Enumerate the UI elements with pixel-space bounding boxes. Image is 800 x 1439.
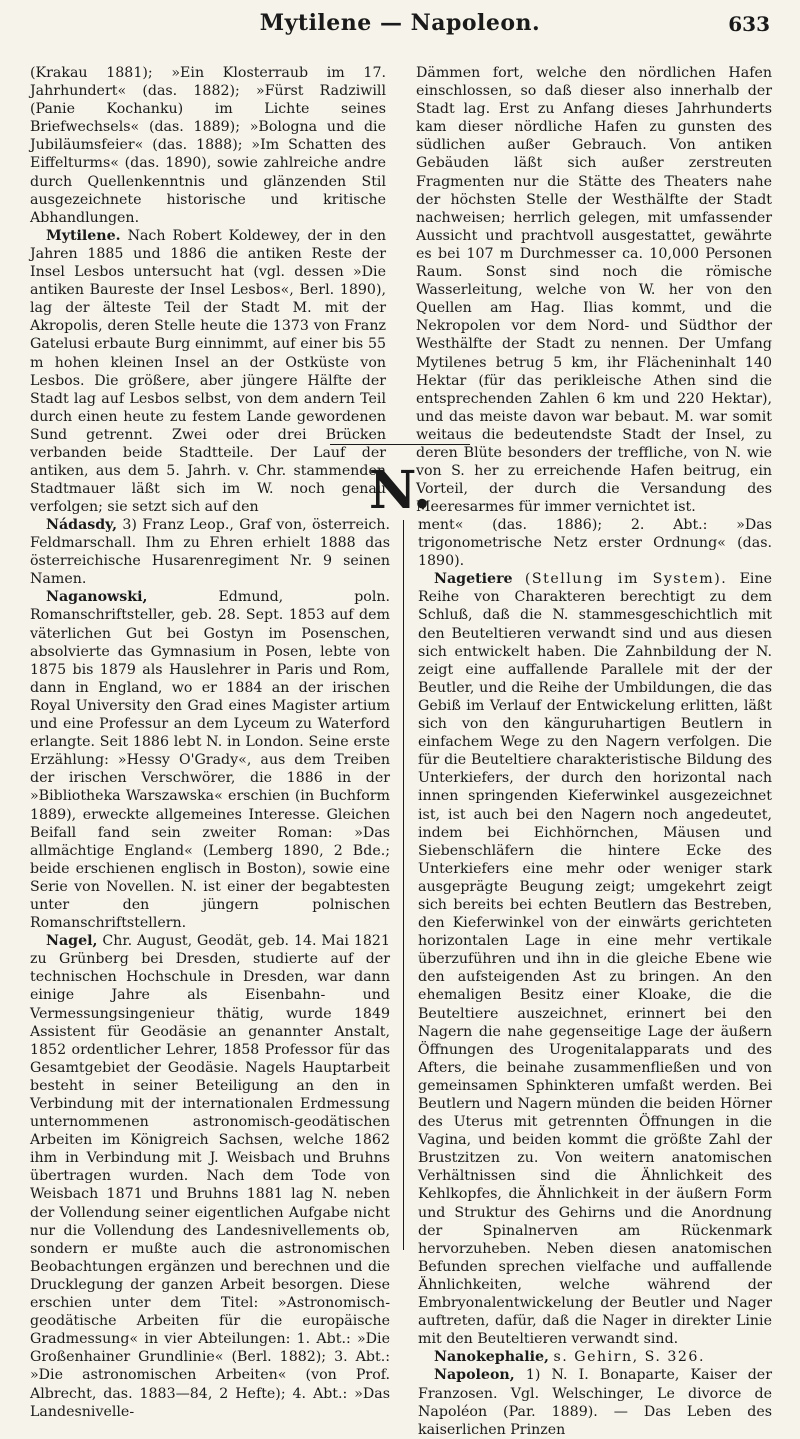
entry-nagel	[30, 932, 390, 1421]
column-rule	[403, 520, 404, 1250]
top-right-column	[416, 64, 772, 516]
continuation-paragraph: Dämmen fort, welche den nördlichen Hafen einschlossen, so daß dieser also innerhalb der Stadt lag. Erst zu Anfang dieses Jahrhunderts kam dieser nördliche Hafen zu gunsten des südlichen außer Gebrauch. Von antiken Gebäuden läßt sich außer zerstreuten Fragmenten nur die Stätte des Theaters nahe der höchsten Stelle der Westhälfte der Stadt nachweisen; herrlich gelegen, mit umfassender Aussicht und prachtvoll ausgestattet, gewährte es bei 107 m Durchmesser ca. 10,000 Personen Raum. Sonst sind noch die römische Wasserleitung, welche von W. her von den Quellen am Hag. Ilias kommt, und die Nekropolen vor dem Nord- und Südthor der Westhälfte der Stadt zu nennen. Der Umfang Mytilenes betrug 5 km, ihr Flächeninhalt 140 Hektar (für das perikleische Athen sind die entsprechenden Zahlen 6 km und 220 Hektar), und das meiste davon war bebaut. M. war somit weitaus die bedeutendste Stadt der Insel, zu deren Blüte besonders der treffliche, von N. wie von S. her zu erreichende Hafen beitrug, ein Vorteil, der durch die Versandung des Meeresarmes für immer vernichtet ist.	[416, 65, 772, 516]
entry-nadasdy	[30, 516, 390, 588]
entry-text: Eine Reihe von Charakteren berechtigt zu dem Schluß, daß die N. stammesgeschichtlich mit den Beuteltieren verwandt sind und aus diesen sich entwickelt haben. Die Zahnbildung der N. zeigt eine auffallende Parallele mit der der Beutler, und die Reihe der Umbildungen, die das Gebiß im Verlauf der Entwickelung erlitten, läßt sich von den känguruhartigen Beutlern in einfachem Wege zu den Nagern verfolgen. Die für die Beuteltiere charakteristische Bildung des Unterkiefers, der durch den horizontal nach innen springenden Kieferwinkel ausgezeichnet ist, ist auch bei den Nagern noch angedeutet, indem bei Eichhörnchen, Mäusen und Siebenschläfern die hintere Ecke des Unterkiefers eine mehr oder weniger stark ausgeprägte Beugung zeigt; umgekehrt zeigt sich bereits bei echten Beutlern das Bestreben, den Kieferwinkel von der einwärts gerichteten horizontalen Lage in eine mehr vertikale überzuführen und ihn in die gleiche Ebene wie den aufsteigenden Ast zu bringen. An den ehemaligen Besitz einer Kloake, die die Beuteltiere auszeichnet, erinnert bei den Nagern die nahe gegenseitige Lage der äußern Öffnungen des Urogenitalapparats und des Afters, die beinahe zusammenfließen und von gemeinsamen Sphinkteren umfaßt werden. Bei Beutlern und Nagern münden die beiden Hörner des Uterus mit getrennten Öffnungen in die Vagina, und beiden kommt die größte Zahl der Brustzitzen zu. Von weitern anatomischen Verhältnissen sind die Ähnlichkeit des Kehlkopfes, die Ähnlichkeit in der äußern Form und Struktur des Gehirns und die Anordnung der Spinalnerven am Rückenmark hervorzuheben. Neben diesen anatomischen Befunden sprechen vielfache und auffallende Ähnlichkeiten, welche während der Embryonalentwickelung der Beutler und Nager auftreten, dafür, daß die Nager in direkter Linie mit den Beuteltieren verwandt sind.	[418, 571, 773, 1348]
entry-text: 1) N. I. Bonaparte, Kaiser der Franzosen. Vgl. Welschinger, Le divorce de Napoléon (Par. 1889). — Das Leben des kaiserlichen Prinzen	[418, 1367, 772, 1438]
headword-napoleon: Napoleon,	[434, 1367, 515, 1384]
headword-naganowski: Naganowski,	[46, 589, 148, 606]
headword-nadasdy: Nádasdy,	[46, 517, 118, 533]
entry-text: Chr. August, Geodät, geb. 14. Mai 1821 zu Grünberg bei Dresden, studierte auf der technischen Hochschule in Dresden, war dann einige Jahre als Eisenbahn- und Vermessungsingenieur thätig, wurde 1849 Assistent für Geodäsie an genannter Anstalt, 1852 ordentlicher Lehrer, 1858 Professor für das Gesamtgebiet der Geodäsie. Nagels Hauptarbeit besteht in seiner Beteiligung an den in Verbindung mit der internationalen Erdmessung unternommenen astronomisch-geodätischen Arbeiten im Königreich Sachsen, welche 1862 ihm in Verbindung mit J. Weisbach und Bruhns übertragen wurden. Nach dem Tode von Weisbach 1871 und Bruhns 1881 lag N. neben der Vollendung seiner eigentlichen Aufgabe nicht nur die Vollendung des Landesnivellements ob, sondern er mußte auch die astronomischen Beobachtungen ergänzen und berechnen und die Drucklegung der ganzen Arbeit besorgen. Diese erschien unter dem Titel: »Astronomisch-geodätische Arbeiten für die europäische Gradmessung« in vier Abteilungen: 1. Abt.: »Die Großenhainer Grundlinie« (Berl. 1882); 3. Abt.: »Die astronomischen Arbeiten« (von Prof. Albrecht, das. 1883—84, 2 Hefte); 4. Abt.: »Das Landesnivelle-	[30, 933, 390, 1420]
entry-subtitle: (Stellung im System).	[524, 571, 728, 588]
top-left-column	[30, 64, 386, 516]
entry-text: Nach Robert Koldewey, der in den Jahren 1885 und 1886 die antiken Reste der Insel Lesbos untersucht hat (vgl. dessen »Die antiken Baureste der Insel Lesbos«, Berl. 1890), lag der älteste Teil der Stadt M. mit der Akropolis, deren Stelle heute die 1373 von Franz Gatelusi erbaute Burg einnimmt, auf einer bis 55 m hohen kleinen Insel an der Ostküste von Lesbos. Die größere, aber jüngere Hälfte der Stadt lag auf Lesbos selbst, von dem andern Teil durch einen heute zu festem Lande gewordenen Sund getrennt. Zwei oder drei Brücken verbanden beide Stadtteile. Der Lauf der antiken, aus dem 5. Jahrh. v. Chr. stammenden Stadtmauer läßt sich im W. noch genau verfolgen; sie setzt sich auf den	[30, 227, 386, 516]
bottom-left-column	[30, 516, 390, 1421]
page-header	[30, 10, 770, 50]
entry-text: Edmund, poln. Romanschriftsteller, geb. 28. Sept. 1853 auf dem väterlichen Gut bei Gostyn im Posenschen, absolvierte das Gymnasium in Posen, lebte von 1875 bis 1879 als Hauslehrer in Paris und Rom, dann in England, wo er 1884 an der irischen Royal University den Grad eines Magister artium und eine Professur an dem Lyceum zu Waterford erlangte. Seit 1886 lebt N. in London. Seine erste Erzählung: »Hessy O'Grady«, aus dem Treiben der irischen Verschwörer, die 1886 in der »Bibliotheka Warszawska« erschien (in Buchform 1889), erweckte allgemeines Interesse. Gleichen Beifall fand sein zweiter Roman: »Das allmächtige England« (Lemberg 1890, 2 Bde.; beide erschienen englisch in Boston), sowie eine Serie von Novellen. N. ist einer der begabtesten unter den jüngern polnischen Romanschriftstellern.	[30, 589, 391, 932]
headword-nagetiere: Nagetiere	[434, 571, 513, 588]
bottom-right-column	[418, 516, 772, 1439]
running-title: Mytilene — Napoleon.	[259, 10, 541, 36]
headword-nagel: Nagel,	[46, 933, 98, 950]
entry-nagetiere	[418, 570, 772, 1348]
continuation-paragraph: (Krakau 1881); »Ein Klosterraub im 17. Jahrhundert« (das. 1882); »Fürst Radziwill (Panie Kochanku) im Lichte seines Briefwechsels« (das. 1889); »Bologna und die Jubiläumsfeier« (das. 1888); »Im Schatten des Eiffelturms« (das. 1890), sowie zahlreiche andre durch Quellenkenntnis und glänzenden Stil ausgezeichnete historische und kritische Abhandlungen.	[30, 65, 386, 226]
entry-text: 3) Franz Leop., Graf von, österreich. Feldmarschall. Ihm zu Ehren erhielt 1888 das österreichische Husarenregiment Nr. 9 seinen Namen.	[30, 517, 390, 588]
page-number: 633	[728, 12, 770, 36]
section-divider	[330, 444, 470, 445]
headword-mytilene: Mytilene.	[46, 227, 121, 244]
headword-nanokephalie: Nanokephalie,	[434, 1349, 549, 1366]
section-letter: N.	[368, 460, 432, 521]
entry-napoleon	[418, 1366, 772, 1438]
entry-naganowski	[30, 588, 390, 932]
entry-text: s. Gehirn, S. 326.	[553, 1349, 705, 1366]
entry-nanokephalie	[418, 1348, 772, 1366]
continuation-paragraph: ment« (das. 1886); 2. Abt.: »Das trigonometrische Netz erster Ordnung« (das. 1890).	[418, 517, 772, 570]
